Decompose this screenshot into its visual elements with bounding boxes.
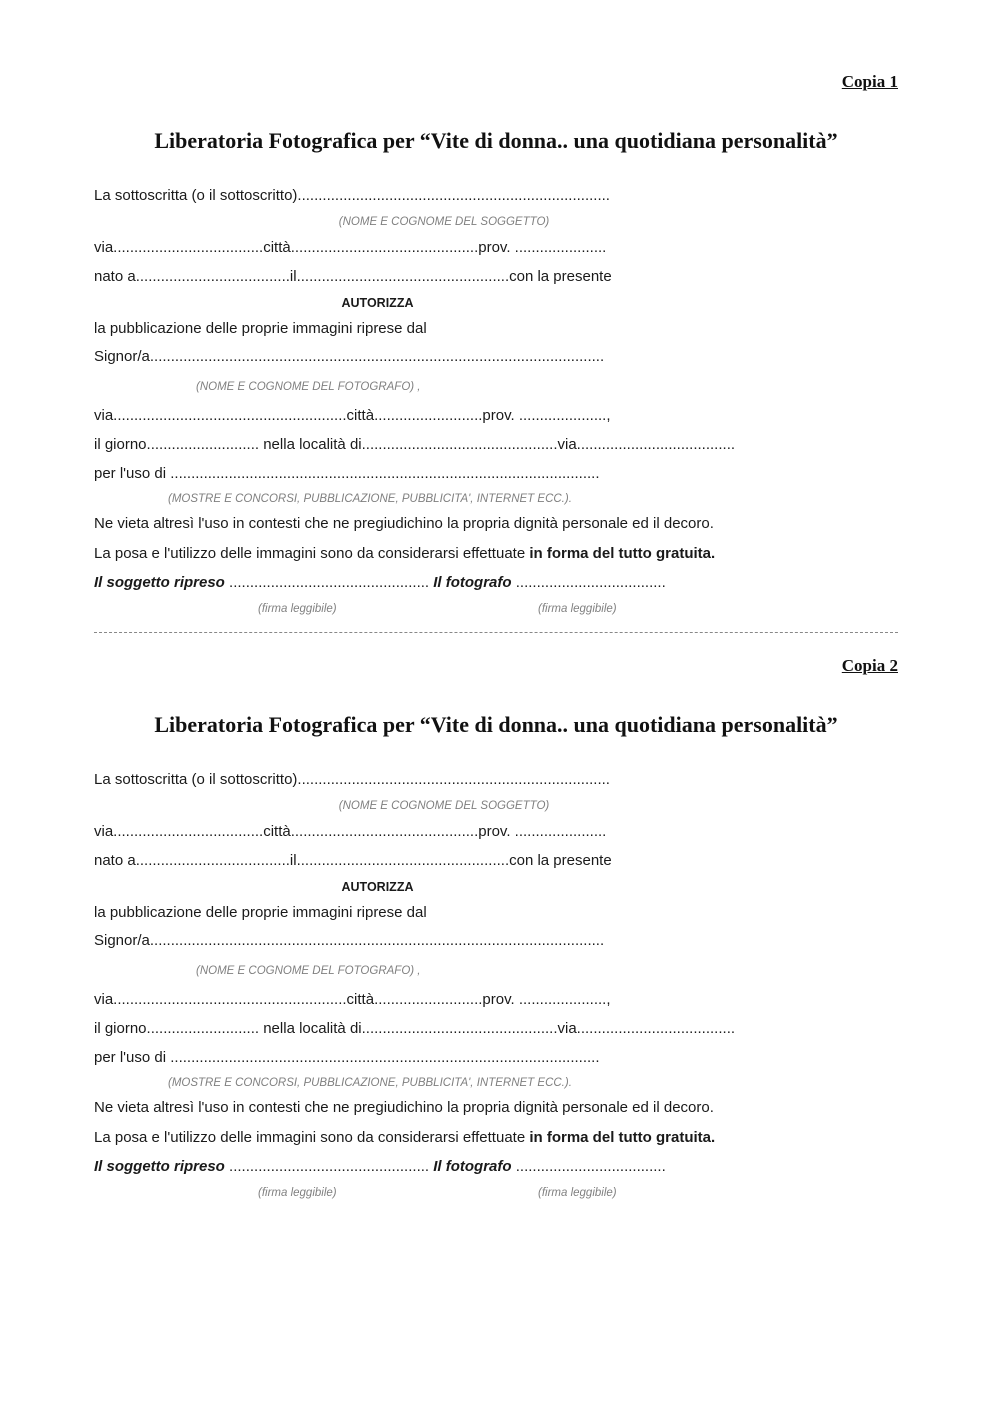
subject-name-line: La sottoscritta (o il sottoscritto)...........................................................................: [94, 771, 610, 788]
usage-caption: (MOSTRE E CONCORSI, PUBBLICAZIONE, PUBBLICITA', INTERNET ECC.).: [168, 1077, 572, 1089]
free-of-charge-emphasis: in forma del tutto gratuita.: [529, 1129, 716, 1146]
subject-signature-field: ................................................: [224, 1158, 434, 1175]
publication-line: la pubblicazione delle proprie immagini riprese dal: [94, 904, 427, 921]
signature-line: [94, 1158, 666, 1175]
copy-label: Copia 2: [841, 656, 898, 675]
restriction-line: Ne vieta altresì l'uso in contesti che ne pregiudichino la propria dignità personale ed il decoro.: [94, 1099, 714, 1116]
subject-signature-caption: (firma leggibile): [258, 603, 337, 615]
photographer-signature-field: ....................................: [511, 1158, 666, 1175]
release-form-copy-1: [0, 0, 992, 591]
photographer-signature-caption: (firma leggibile): [538, 603, 617, 615]
usage-line: per l'uso di .......................................................................................................: [94, 1049, 600, 1066]
usage-line: per l'uso di .......................................................................................................: [94, 465, 600, 482]
photographer-address-line: via........................................................città..........................prov. .....................,: [94, 407, 611, 424]
photographer-signature-label: Il fotografo: [433, 574, 512, 591]
free-of-charge-line: [94, 1129, 715, 1146]
free-of-charge-text: La posa e l'utilizzo delle immagini sono da considerarsi effettuate: [94, 545, 530, 562]
photographer-name-line: Signor/a.............................................................................................................: [94, 348, 605, 365]
free-of-charge-emphasis: in forma del tutto gratuita.: [529, 545, 716, 562]
subject-name-caption: (NOME E COGNOME DEL SOGGETTO): [338, 216, 550, 228]
copy-label: Copia 1: [841, 72, 898, 91]
subject-signature-field: ................................................: [224, 574, 434, 591]
subject-signature-label: Il soggetto ripreso: [94, 1158, 225, 1175]
subject-name-caption: (NOME E COGNOME DEL SOGGETTO): [338, 800, 550, 812]
subject-name-line: La sottoscritta (o il sottoscritto)...........................................................................: [94, 187, 610, 204]
photographer-signature-label: Il fotografo: [433, 1158, 512, 1175]
shoot-date-place-line: il giorno........................... nella località di...............................................via......................................: [94, 1020, 736, 1037]
subject-birth-line: nato a.....................................il...................................................con la presente: [94, 852, 612, 869]
form-title: Liberatoria Fotografica per “Vite di donna.. una quotidiana personalità”: [154, 128, 838, 153]
subject-birth-line: nato a.....................................il...................................................con la presente: [94, 268, 612, 285]
subject-signature-label: Il soggetto ripreso: [94, 574, 225, 591]
release-form-copy-2: [0, 584, 992, 1175]
authorize-heading: AUTORIZZA: [341, 880, 414, 894]
form-title: Liberatoria Fotografica per “Vite di donna.. una quotidiana personalità”: [154, 712, 838, 737]
authorize-heading: AUTORIZZA: [341, 296, 414, 310]
usage-caption: (MOSTRE E CONCORSI, PUBBLICAZIONE, PUBBLICITA', INTERNET ECC.).: [168, 493, 572, 505]
shoot-date-place-line: il giorno........................... nella località di...............................................via......................................: [94, 436, 736, 453]
photographer-signature-caption: (firma leggibile): [538, 1187, 617, 1199]
free-of-charge-text: La posa e l'utilizzo delle immagini sono da considerarsi effettuate: [94, 1129, 530, 1146]
free-of-charge-line: [94, 545, 715, 562]
restriction-line: Ne vieta altresì l'uso in contesti che ne pregiudichino la propria dignità personale ed il decoro.: [94, 515, 714, 532]
photographer-name-caption: (NOME E COGNOME DEL FOTOGRAFO) ,: [196, 381, 421, 393]
photographer-name-caption: (NOME E COGNOME DEL FOTOGRAFO) ,: [196, 965, 421, 977]
photographer-name-line: Signor/a.............................................................................................................: [94, 932, 605, 949]
photographer-address-line: via........................................................città..........................prov. .....................,: [94, 991, 611, 1008]
subject-address-line: via....................................città.............................................prov. ......................: [94, 239, 607, 256]
subject-signature-caption: (firma leggibile): [258, 1187, 337, 1199]
subject-address-line: via....................................città.............................................prov. ......................: [94, 823, 607, 840]
photographer-signature-field: ....................................: [511, 574, 666, 591]
publication-line: la pubblicazione delle proprie immagini riprese dal: [94, 320, 427, 337]
